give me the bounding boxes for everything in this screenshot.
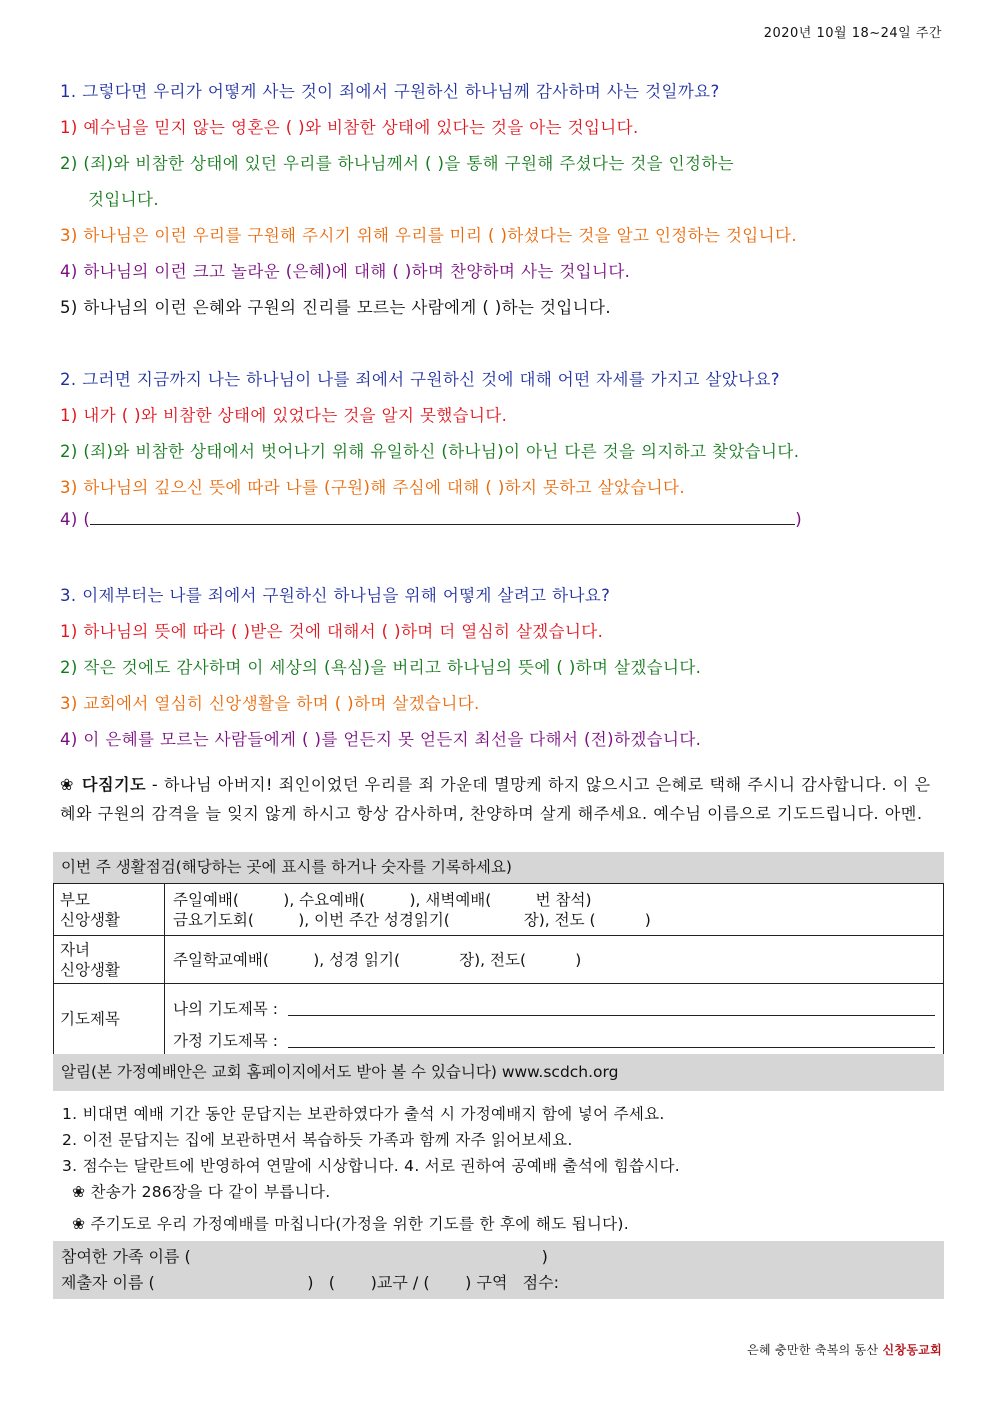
family-prayer-row[interactable] [173, 1019, 935, 1051]
notice-item: 1. 비대면 예배 기간 동안 문답지는 보관하였다가 출석 시 가정예배지 함에 넣어 주세요. [62, 1105, 665, 1123]
life-check-header [53, 852, 944, 883]
closing-note: (가정을 위한 기도를 한 후에 해도 됩니다). [335, 1215, 629, 1233]
family-prayer-label: 가정 기도제목 : [173, 1032, 278, 1050]
question-1-item-2-continued: 것입니다. [88, 190, 160, 209]
question-1-item-5: 5) 하나님의 이런 은혜와 구원의 진리를 모르는 사람에게 ( )하는 것입니다. [60, 298, 611, 317]
flower-icon: ❀ [72, 1215, 86, 1233]
notice-item: 2. 이전 문답지는 집에 보관하면서 복습하듯 가족과 함께 자주 읽어보세요. [62, 1131, 573, 1149]
question-1-item-4: 4) 하나님의 이런 크고 놀라운 (은혜)에 대해 ( )하며 찬양하며 사는 것입니다. [60, 262, 631, 281]
prayer-head: 기도제목 [54, 984, 165, 1055]
question-3-item-2: 2) 작은 것에도 감사하며 이 세상의 (욕심)을 버리고 하나님의 뜻에 ( )하며 살겠습니다. [60, 658, 702, 677]
children-line-1: 주일학교예배( ), 성경 읽기( 장), 전도( ) [173, 950, 582, 969]
parents-line-2: 금요기도회( ), 이번 주간 성경읽기( 장), 전도 ( ) [173, 910, 651, 929]
question-1: 1. 그렇다면 우리가 어떻게 사는 것이 죄에서 구원하신 하나님께 감사하며 사는 것일까요? [60, 82, 720, 101]
my-prayer-label: 나의 기도제목 : [173, 1000, 278, 1018]
life-check-subtitle: (해당하는 곳에 표시를 하거나 숫자를 기록하세요) [175, 858, 512, 876]
closing-line [62, 1211, 680, 1237]
row-head-line: 자녀 [60, 940, 90, 959]
life-check-title: 이번 주 생활점검 [61, 858, 176, 876]
item-4-close: ) [795, 510, 803, 529]
notice-title: 알림 [61, 1063, 91, 1081]
closing-text: 주기도로 우리 가정예배를 마칩니다 [90, 1215, 336, 1233]
family-prayer-line[interactable] [288, 1029, 935, 1048]
row-head-line: 신앙생활 [60, 910, 120, 929]
hymn-line [62, 1179, 680, 1205]
worship-date: 2020년 10월 18~24일 주간 [763, 26, 942, 41]
question-1-item-3: 3) 하나님은 이런 우리를 구원해 주시기 위해 우리를 미리 ( )하셨다는 것을 알고 인정하는 것입니다. [60, 226, 797, 245]
question-2-item-3: 3) 하나님의 깊으신 뜻에 따라 나를 (구원)해 주심에 대해 ( )하지 못하고 살았습니다. [60, 478, 685, 497]
family-submission [53, 1241, 944, 1299]
pledge-title: 다짐기도 [82, 775, 147, 794]
notice-item: 3. 점수는 달란트에 반영하여 연말에 시상합니다. 4. 서로 권하여 공예배 출석에 힘씁시다. [62, 1157, 681, 1175]
question-3-item-3: 3) 교회에서 열심히 신앙생활을 하며 ( )하며 살겠습니다. [60, 694, 480, 713]
table-row [54, 936, 944, 984]
question-3-item-4: 4) 이 은혜를 모르는 사람들에게 ( )를 얻든지 못 얻든지 최선을 다해서 (전)하겠습니다. [60, 730, 702, 749]
participants-field[interactable]: 참여한 가족 이름 ( ) [61, 1247, 548, 1266]
question-2-item-4 [60, 510, 802, 529]
table-row [54, 984, 944, 1055]
my-prayer-line[interactable] [288, 997, 935, 1016]
pledge-text: - 하나님 아버지! 죄인이었던 우리를 죄 가운데 멸망케 하지 않으시고 은혜로 택해 주시니 감사합니다. 이 은혜와 구원의 감격을 늘 잊지 않게 하시고 항상 감사하며, 찬양하며 살게 해주세요. 예수님 이름으로 기도드립니다. 아멘. [60, 775, 931, 823]
life-check-table [53, 883, 944, 1055]
children-head [54, 936, 165, 984]
row-head-line: 부모 [60, 890, 90, 909]
question-2-item-2: 2) (죄)와 비참한 상태에서 벗어나기 위해 유일하신 (하나님)이 아닌 다른 것을 의지하고 찾았습니다. [60, 442, 800, 461]
footer-slogan: 은혜 충만한 축복의 동산 [747, 1343, 879, 1357]
church-name: 신창동교회 [882, 1343, 942, 1357]
item-4-open: 4) ( [60, 510, 91, 529]
pledge-prayer [60, 770, 940, 828]
question-2-item-1: 1) 내가 ( )와 비참한 상태에 있었다는 것을 알지 못했습니다. [60, 406, 508, 425]
flower-icon: ❀ [60, 775, 75, 794]
parents-body[interactable] [165, 884, 944, 936]
question-1-item-1: 1) 예수님을 믿지 않는 영혼은 ( )와 비참한 상태에 있다는 것을 아는 것입니다. [60, 118, 639, 137]
hymn-text: 찬송가 286장을 다 같이 부릅니다. [90, 1183, 331, 1201]
row-head-line: 신앙생활 [60, 960, 120, 979]
submitter-field[interactable]: 제출자 이름 ( ) ( )교구 / ( ) 구역 점수: [61, 1273, 559, 1292]
table-row [54, 884, 944, 936]
answer-blank-line[interactable] [90, 510, 795, 525]
footer [747, 1341, 942, 1358]
question-3-item-1: 1) 하나님의 뜻에 따라 ( )받은 것에 대해서 ( )하며 더 열심히 살겠습니다. [60, 622, 604, 641]
my-prayer-row[interactable] [173, 987, 935, 1019]
flower-icon: ❀ [72, 1183, 86, 1201]
notice-header [53, 1054, 944, 1091]
notice-subtitle: (본 가정예배안은 교회 홈페이지에서도 받아 볼 수 있습니다) www.scdch.org [90, 1063, 619, 1081]
question-2: 2. 그러면 지금까지 나는 하나님이 나를 죄에서 구원하신 것에 대해 어떤 자세를 가지고 살았나요? [60, 370, 780, 389]
question-3: 3. 이제부터는 나를 죄에서 구원하신 하나님을 위해 어떻게 살려고 하나요? [60, 586, 611, 605]
parents-head [54, 884, 165, 936]
children-body[interactable] [165, 936, 944, 984]
prayer-body [165, 984, 944, 1055]
notice-list [62, 1101, 680, 1237]
parents-line-1: 주일예배( ), 수요예배( ), 새벽예배( 번 참석) [173, 890, 592, 909]
question-1-item-2: 2) (죄)와 비참한 상태에 있던 우리를 하나님께서 ( )을 통해 구원해 주셨다는 것을 인정하는 [60, 154, 734, 173]
